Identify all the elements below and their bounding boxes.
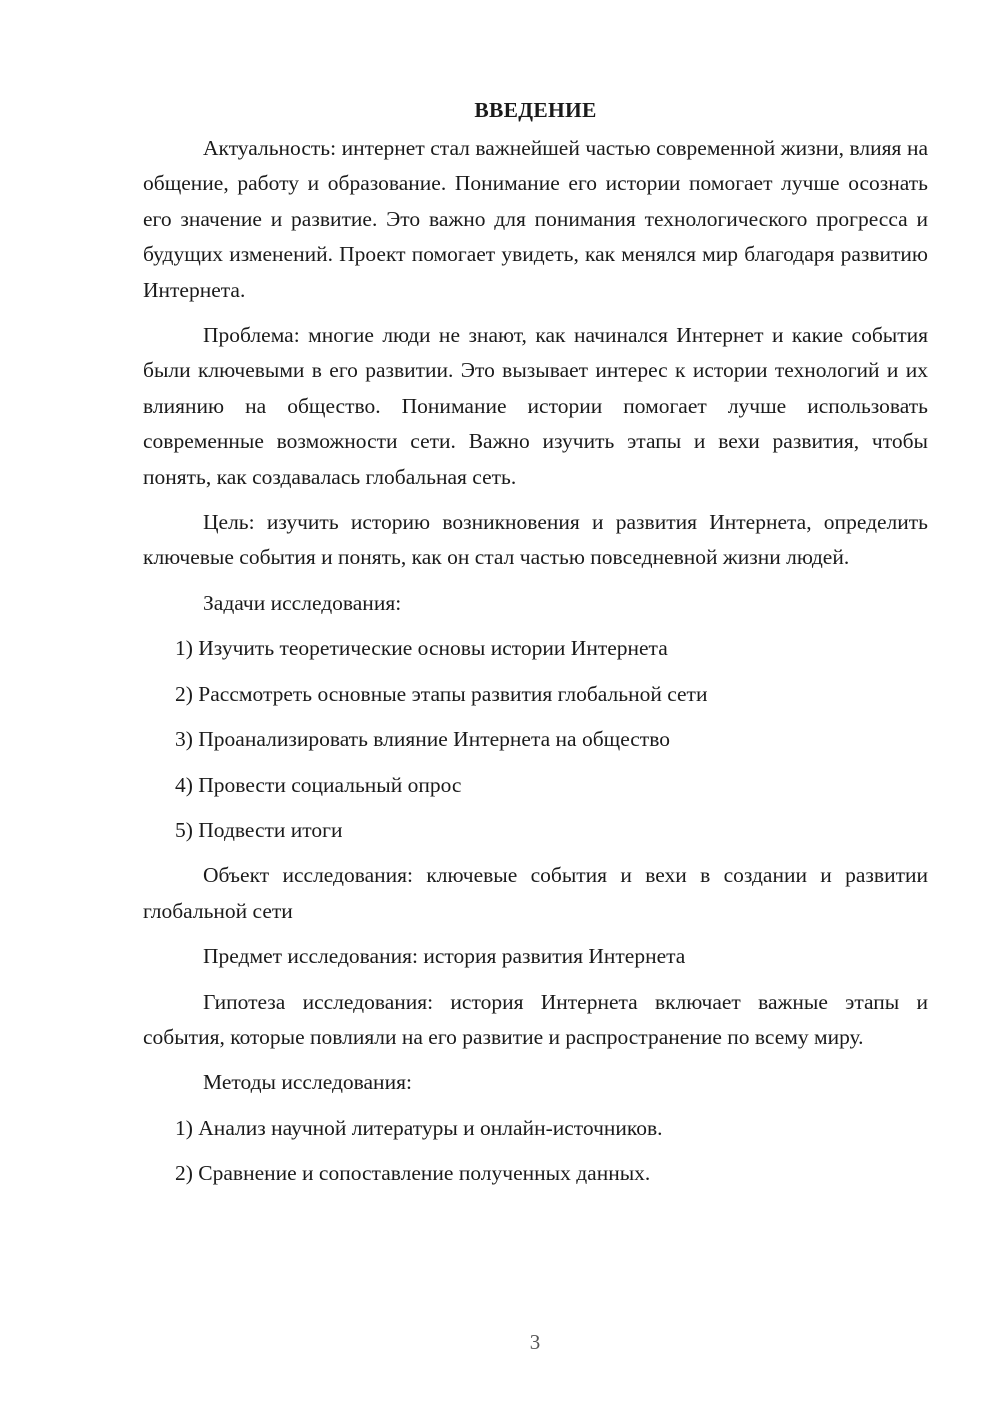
subject-paragraph: Предмет исследования: история развития Интернета [203, 944, 686, 969]
relevance-paragraph: Актуальность: интернет стал важнейшей частью современной жизни, влияя на общение, работу и образование. Понимание его истории помогает лучше осознать его значение и развитие. Это важно для понимания технологического прогресса и будущих изменений. Проект помогает увидеть, как менялся мир благодаря развитию Интернета. [143, 136, 928, 302]
tasks-list [143, 631, 928, 848]
list-item: 4) Провести социальный опрос [175, 772, 462, 797]
goal-paragraph: Цель: изучить историю возникновения и развития Интернета, определить ключевые события и понять, как он стал частью повседневной жизни людей. [143, 510, 928, 570]
list-item: 3) Проанализировать влияние Интернета на общество [175, 727, 670, 752]
list-item: 1) Изучить теоретические основы истории Интернета [175, 636, 668, 661]
document-page [143, 92, 928, 1202]
tasks-label: Задачи исследования: [203, 590, 402, 615]
problem-paragraph: Проблема: многие люди не знают, как начинался Интернет и какие события были ключевыми в его развитии. Это вызывает интерес к истории технологий и их влиянию на общество. Понимание истории помогает лучше использовать современные возможности сети. Важно изучить этапы и вехи развития, чтобы понять, как создавалась глобальная сеть. [143, 323, 928, 489]
list-item: 1) Анализ научной литературы и онлайн-источников. [175, 1115, 663, 1140]
page-number: 3 [529, 1330, 541, 1354]
methods-label: Методы исследования: [203, 1070, 412, 1095]
list-item: 2) Сравнение и сопоставление полученных данных. [175, 1161, 651, 1186]
list-item: 5) Подвести итоги [175, 817, 343, 842]
list-item: 2) Рассмотреть основные этапы развития глобальной сети [175, 681, 708, 706]
hypothesis-paragraph: Гипотеза исследования: история Интернета включает важные этапы и события, которые повлияли на его развитие и распространение по всему миру. [143, 989, 928, 1049]
object-paragraph: Объект исследования: ключевые события и вехи в создании и развитии глобальной сети [143, 863, 928, 923]
page-title: ВВЕДЕНИЕ [474, 98, 597, 122]
methods-list [143, 1111, 928, 1192]
